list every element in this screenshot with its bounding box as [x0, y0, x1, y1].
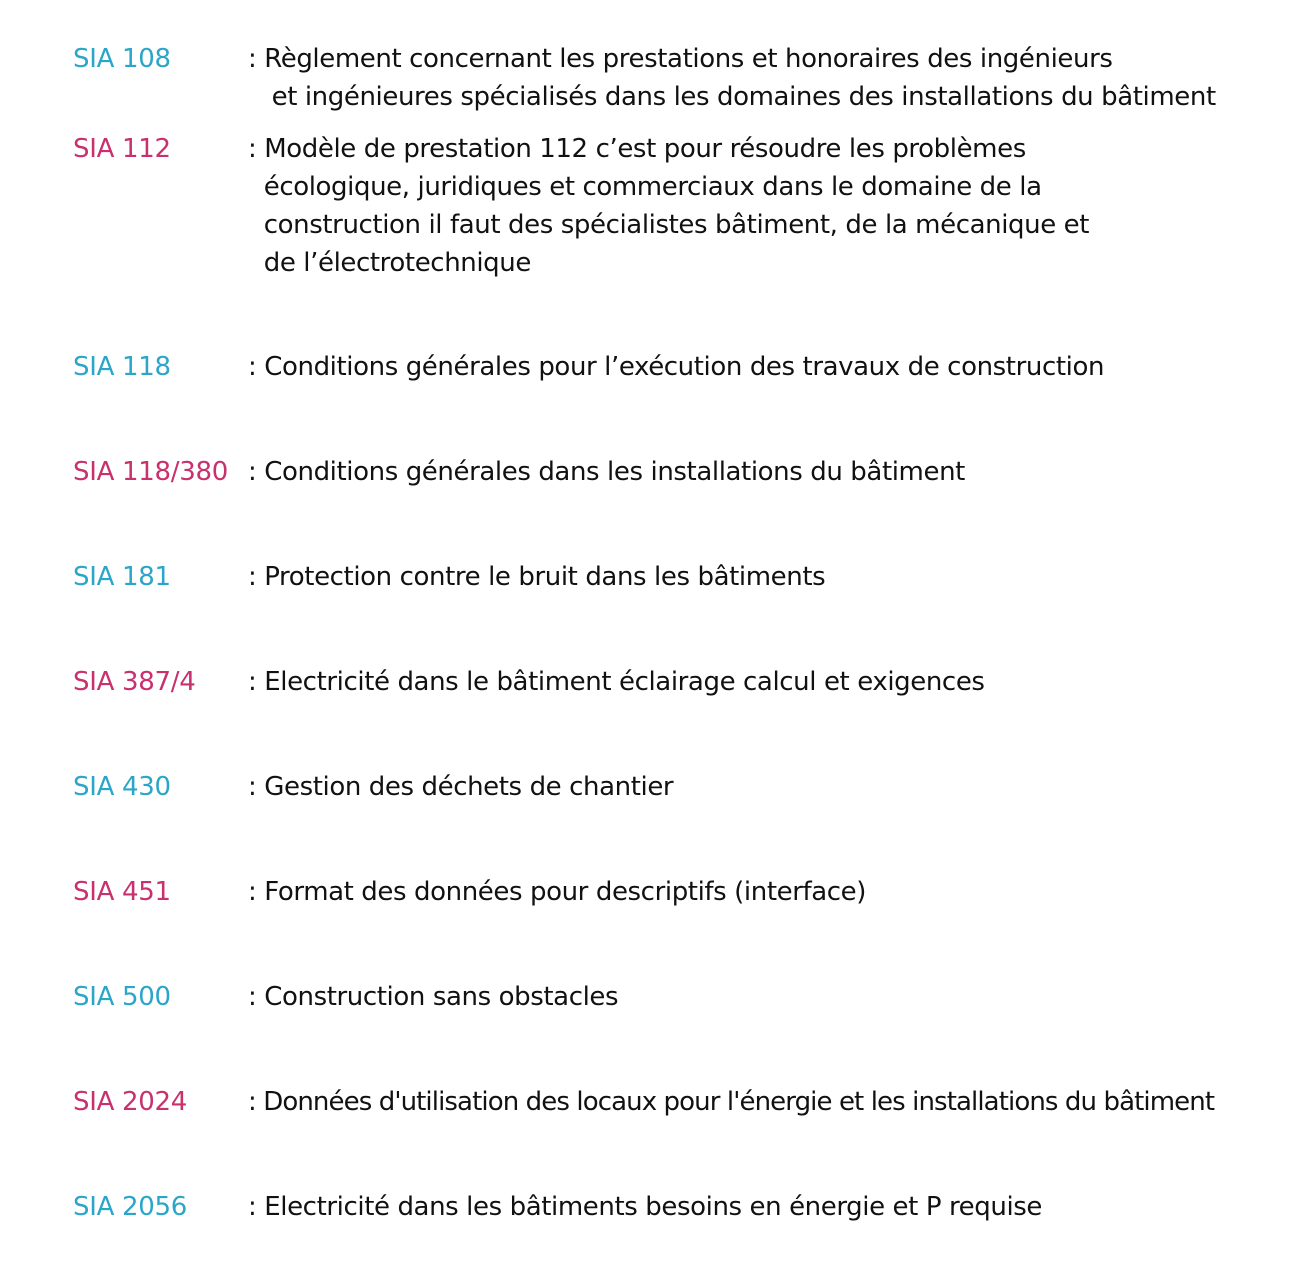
norm-description: [248, 348, 1104, 386]
norm-code: SIA 118/380: [73, 457, 228, 487]
description-line: : Construction sans obstacles: [248, 982, 619, 1012]
description-line: et ingénieures spécialisés dans les domaines des installations du bâtiment: [248, 82, 1216, 112]
norm-description: [248, 768, 673, 806]
norm-code: SIA 2056: [73, 1192, 187, 1222]
norm-description: [248, 1083, 1214, 1121]
description-line: écologique, juridiques et commerciaux dans le domaine de la: [248, 172, 1042, 202]
norm-code: SIA 500: [73, 982, 171, 1012]
description-line: : Format des données pour descriptifs (interface): [248, 877, 867, 907]
description-line: : Gestion des déchets de chantier: [248, 772, 674, 802]
norm-code: SIA 108: [73, 44, 171, 74]
norm-description: [248, 1188, 1042, 1226]
description-line: construction il faut des spécialistes bâtiment, de la mécanique et: [248, 210, 1090, 240]
norm-description: [248, 663, 985, 701]
description-line: : Modèle de prestation 112 c’est pour résoudre les problèmes: [248, 134, 1026, 164]
norm-code: SIA 118: [73, 352, 171, 382]
norm-code: SIA 451: [73, 877, 171, 907]
norm-description: [248, 40, 1216, 116]
norm-code: SIA 430: [73, 772, 171, 802]
norm-code: SIA 2024: [73, 1087, 187, 1117]
norm-code: SIA 181: [73, 562, 171, 592]
description-line: : Conditions générales pour l’exécution des travaux de construction: [248, 352, 1105, 382]
norm-description: [248, 453, 965, 491]
norm-code: SIA 112: [73, 134, 171, 164]
description-line: : Protection contre le bruit dans les bâtiments: [248, 562, 826, 592]
description-line: : Données d'utilisation des locaux pour l'énergie et les installations du bâtiment: [248, 1087, 1215, 1117]
norm-description: [248, 558, 825, 596]
norm-description: [248, 873, 866, 911]
norm-description: [248, 978, 618, 1016]
description-line: de l’électrotechnique: [248, 248, 531, 278]
norm-description: [248, 130, 1089, 282]
norm-code: SIA 387/4: [73, 667, 196, 697]
description-line: : Règlement concernant les prestations et honoraires des ingénieurs: [248, 44, 1113, 74]
description-line: : Electricité dans le bâtiment éclairage calcul et exigences: [248, 667, 985, 697]
description-line: : Conditions générales dans les installations du bâtiment: [248, 457, 965, 487]
description-line: : Electricité dans les bâtiments besoins en énergie et P requise: [248, 1192, 1043, 1222]
